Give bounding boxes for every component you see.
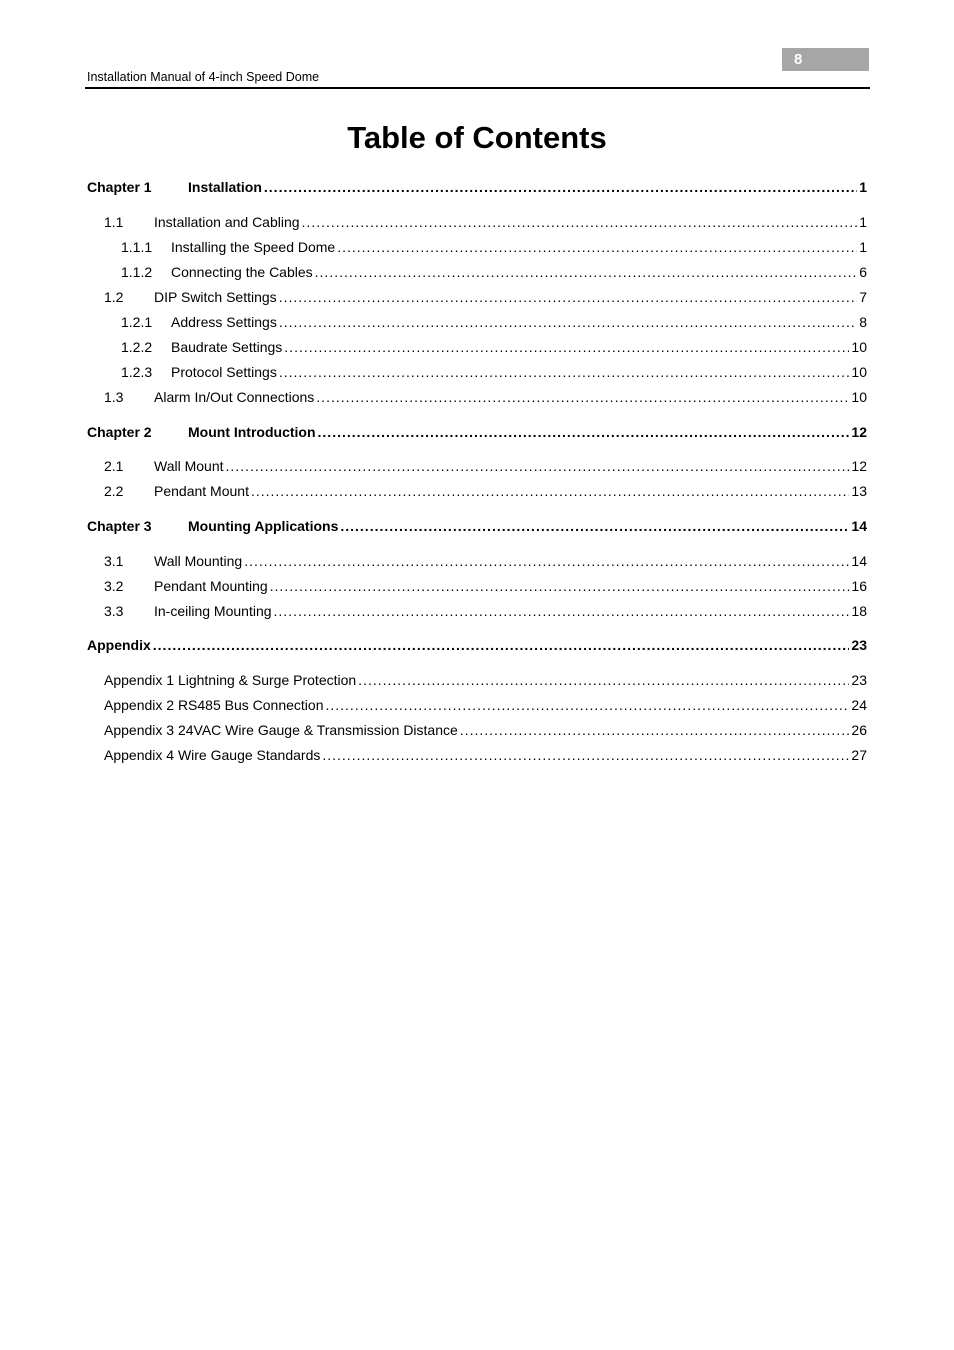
toc-entry-3-3[interactable] [104, 603, 867, 620]
toc-entry-label: Installing the Speed Dome [171, 239, 336, 255]
toc-entry-page: 12 [851, 458, 867, 474]
toc-entry-3-2[interactable] [104, 578, 867, 595]
toc-entry-number: 2.2 [104, 483, 124, 499]
toc-entry-page: 26 [851, 722, 867, 738]
toc-entry-page: 7 [859, 289, 867, 305]
toc-dot-leader [251, 483, 849, 500]
toc-dot-leader [284, 339, 849, 356]
toc-entry-number: 1.2.1 [121, 314, 153, 330]
toc-entry-label: Pendant Mount [154, 483, 249, 499]
toc-entry-page: 16 [851, 578, 867, 594]
toc-dot-leader [274, 603, 850, 620]
toc-entry-number: 3.2 [104, 578, 124, 594]
toc-entry-3-1[interactable] [104, 553, 867, 570]
toc-heading: Table of Contents [347, 120, 607, 155]
page-number-badge: 8 [782, 48, 869, 71]
toc-entry-page: 23 [851, 672, 867, 688]
toc-dot-leader [153, 637, 850, 654]
toc-entry-label: Appendix 4 Wire Gauge Standards [104, 747, 321, 763]
toc-entry-number: 1.2.2 [121, 339, 153, 355]
toc-dot-leader [322, 747, 849, 764]
toc-entry-page: 24 [851, 697, 867, 713]
toc-entry-page: 6 [859, 264, 867, 280]
toc-dot-leader [226, 458, 850, 475]
toc-entry-2-2[interactable] [104, 483, 867, 500]
toc-entry-page: 27 [851, 747, 867, 763]
toc-dot-leader [318, 424, 850, 441]
toc-entry-label: Appendix 3 24VAC Wire Gauge & Transmission Distance [104, 722, 458, 738]
toc-dot-leader [315, 264, 858, 281]
toc-dot-leader [279, 364, 850, 381]
toc-entry-number: Chapter 1 [87, 179, 152, 195]
toc-dot-leader [270, 578, 850, 595]
toc-entry-page: 12 [851, 424, 867, 440]
toc-entry-1-1-1[interactable] [121, 239, 867, 256]
toc-entry-appendix[interactable] [87, 637, 867, 654]
toc-entry-page: 1 [859, 214, 867, 230]
toc-entry-1-3[interactable] [104, 389, 867, 406]
toc-entry-chapter-1[interactable] [87, 179, 867, 196]
document-title: Installation Manual of 4-inch Speed Dome [87, 70, 320, 84]
toc-entry-appendix-3[interactable] [104, 722, 867, 739]
toc-dot-leader [302, 214, 858, 231]
toc-entry-number: 1.2.3 [121, 364, 153, 380]
toc-dot-leader [460, 722, 850, 739]
toc-entry-number: 3.1 [104, 553, 124, 569]
toc-dot-leader [358, 672, 849, 689]
toc-entry-1-2-1[interactable] [121, 314, 867, 331]
toc-entry-page: 14 [851, 553, 867, 569]
toc-entry-page: 10 [851, 364, 867, 380]
toc-dot-leader [325, 697, 849, 714]
toc-entry-label: Mounting Applications [188, 518, 339, 534]
toc-entry-label: Appendix [87, 637, 151, 653]
toc-entry-label: Alarm In/Out Connections [154, 389, 315, 405]
toc-entry-label: Pendant Mounting [154, 578, 268, 594]
toc-dot-leader [316, 389, 849, 406]
toc-entry-page: 10 [851, 389, 867, 405]
toc-entry-page: 1 [859, 239, 867, 255]
toc-entry-label: Mount Introduction [188, 424, 316, 440]
toc-entry-number: 1.1.1 [121, 239, 153, 255]
toc-entry-label: Connecting the Cables [171, 264, 313, 280]
toc-entry-1-1[interactable] [104, 214, 867, 231]
toc-entry-page: 23 [851, 637, 867, 653]
toc-entry-number: Chapter 3 [87, 518, 152, 534]
toc-entry-number: 1.3 [104, 389, 124, 405]
toc-entry-1-1-2[interactable] [121, 264, 867, 281]
toc-entry-page: 13 [851, 483, 867, 499]
toc-entry-number: 1.2 [104, 289, 124, 305]
toc-dot-leader [279, 314, 857, 331]
toc-entry-appendix-1[interactable] [104, 672, 867, 689]
header-divider [85, 87, 870, 89]
toc-dot-leader [337, 239, 857, 256]
toc-dot-leader [279, 289, 858, 306]
toc-entry-number: Chapter 2 [87, 424, 152, 440]
toc-entry-appendix-4[interactable] [104, 747, 867, 764]
toc-entry-label: In-ceiling Mounting [154, 603, 272, 619]
toc-entry-page: 14 [851, 518, 867, 534]
toc-entry-number: 2.1 [104, 458, 124, 474]
toc-entry-label: Wall Mount [154, 458, 224, 474]
toc-entry-2-1[interactable] [104, 458, 867, 475]
toc-entry-label: Appendix 1 Lightning & Surge Protection [104, 672, 357, 688]
toc-entry-label: DIP Switch Settings [154, 289, 277, 305]
toc-entry-label: Address Settings [171, 314, 277, 330]
toc-entry-1-2-3[interactable] [121, 364, 867, 381]
toc-entry-label: Appendix 2 RS485 Bus Connection [104, 697, 324, 713]
toc-entry-page: 10 [851, 339, 867, 355]
toc-entry-number: 1.1.2 [121, 264, 153, 280]
toc-entry-number: 3.3 [104, 603, 124, 619]
toc-entry-label: Baudrate Settings [171, 339, 283, 355]
toc-entry-label: Installation [188, 179, 262, 195]
toc-dot-leader [244, 553, 849, 570]
toc-entry-1-2[interactable] [104, 289, 867, 306]
toc-entry-number: 1.1 [104, 214, 124, 230]
toc-entry-label: Installation and Cabling [154, 214, 300, 230]
toc-entry-label: Protocol Settings [171, 364, 277, 380]
toc-entry-1-2-2[interactable] [121, 339, 867, 356]
toc-entry-page: 8 [859, 314, 867, 330]
toc-entry-page: 18 [851, 603, 867, 619]
toc-entry-chapter-2[interactable] [87, 424, 867, 441]
toc-entry-chapter-3[interactable] [87, 518, 867, 535]
toc-entry-appendix-2[interactable] [104, 697, 867, 714]
toc-dot-leader [340, 518, 849, 535]
toc-entry-label: Wall Mounting [154, 553, 243, 569]
toc-entry-page: 1 [859, 179, 867, 195]
toc-dot-leader [264, 179, 857, 196]
